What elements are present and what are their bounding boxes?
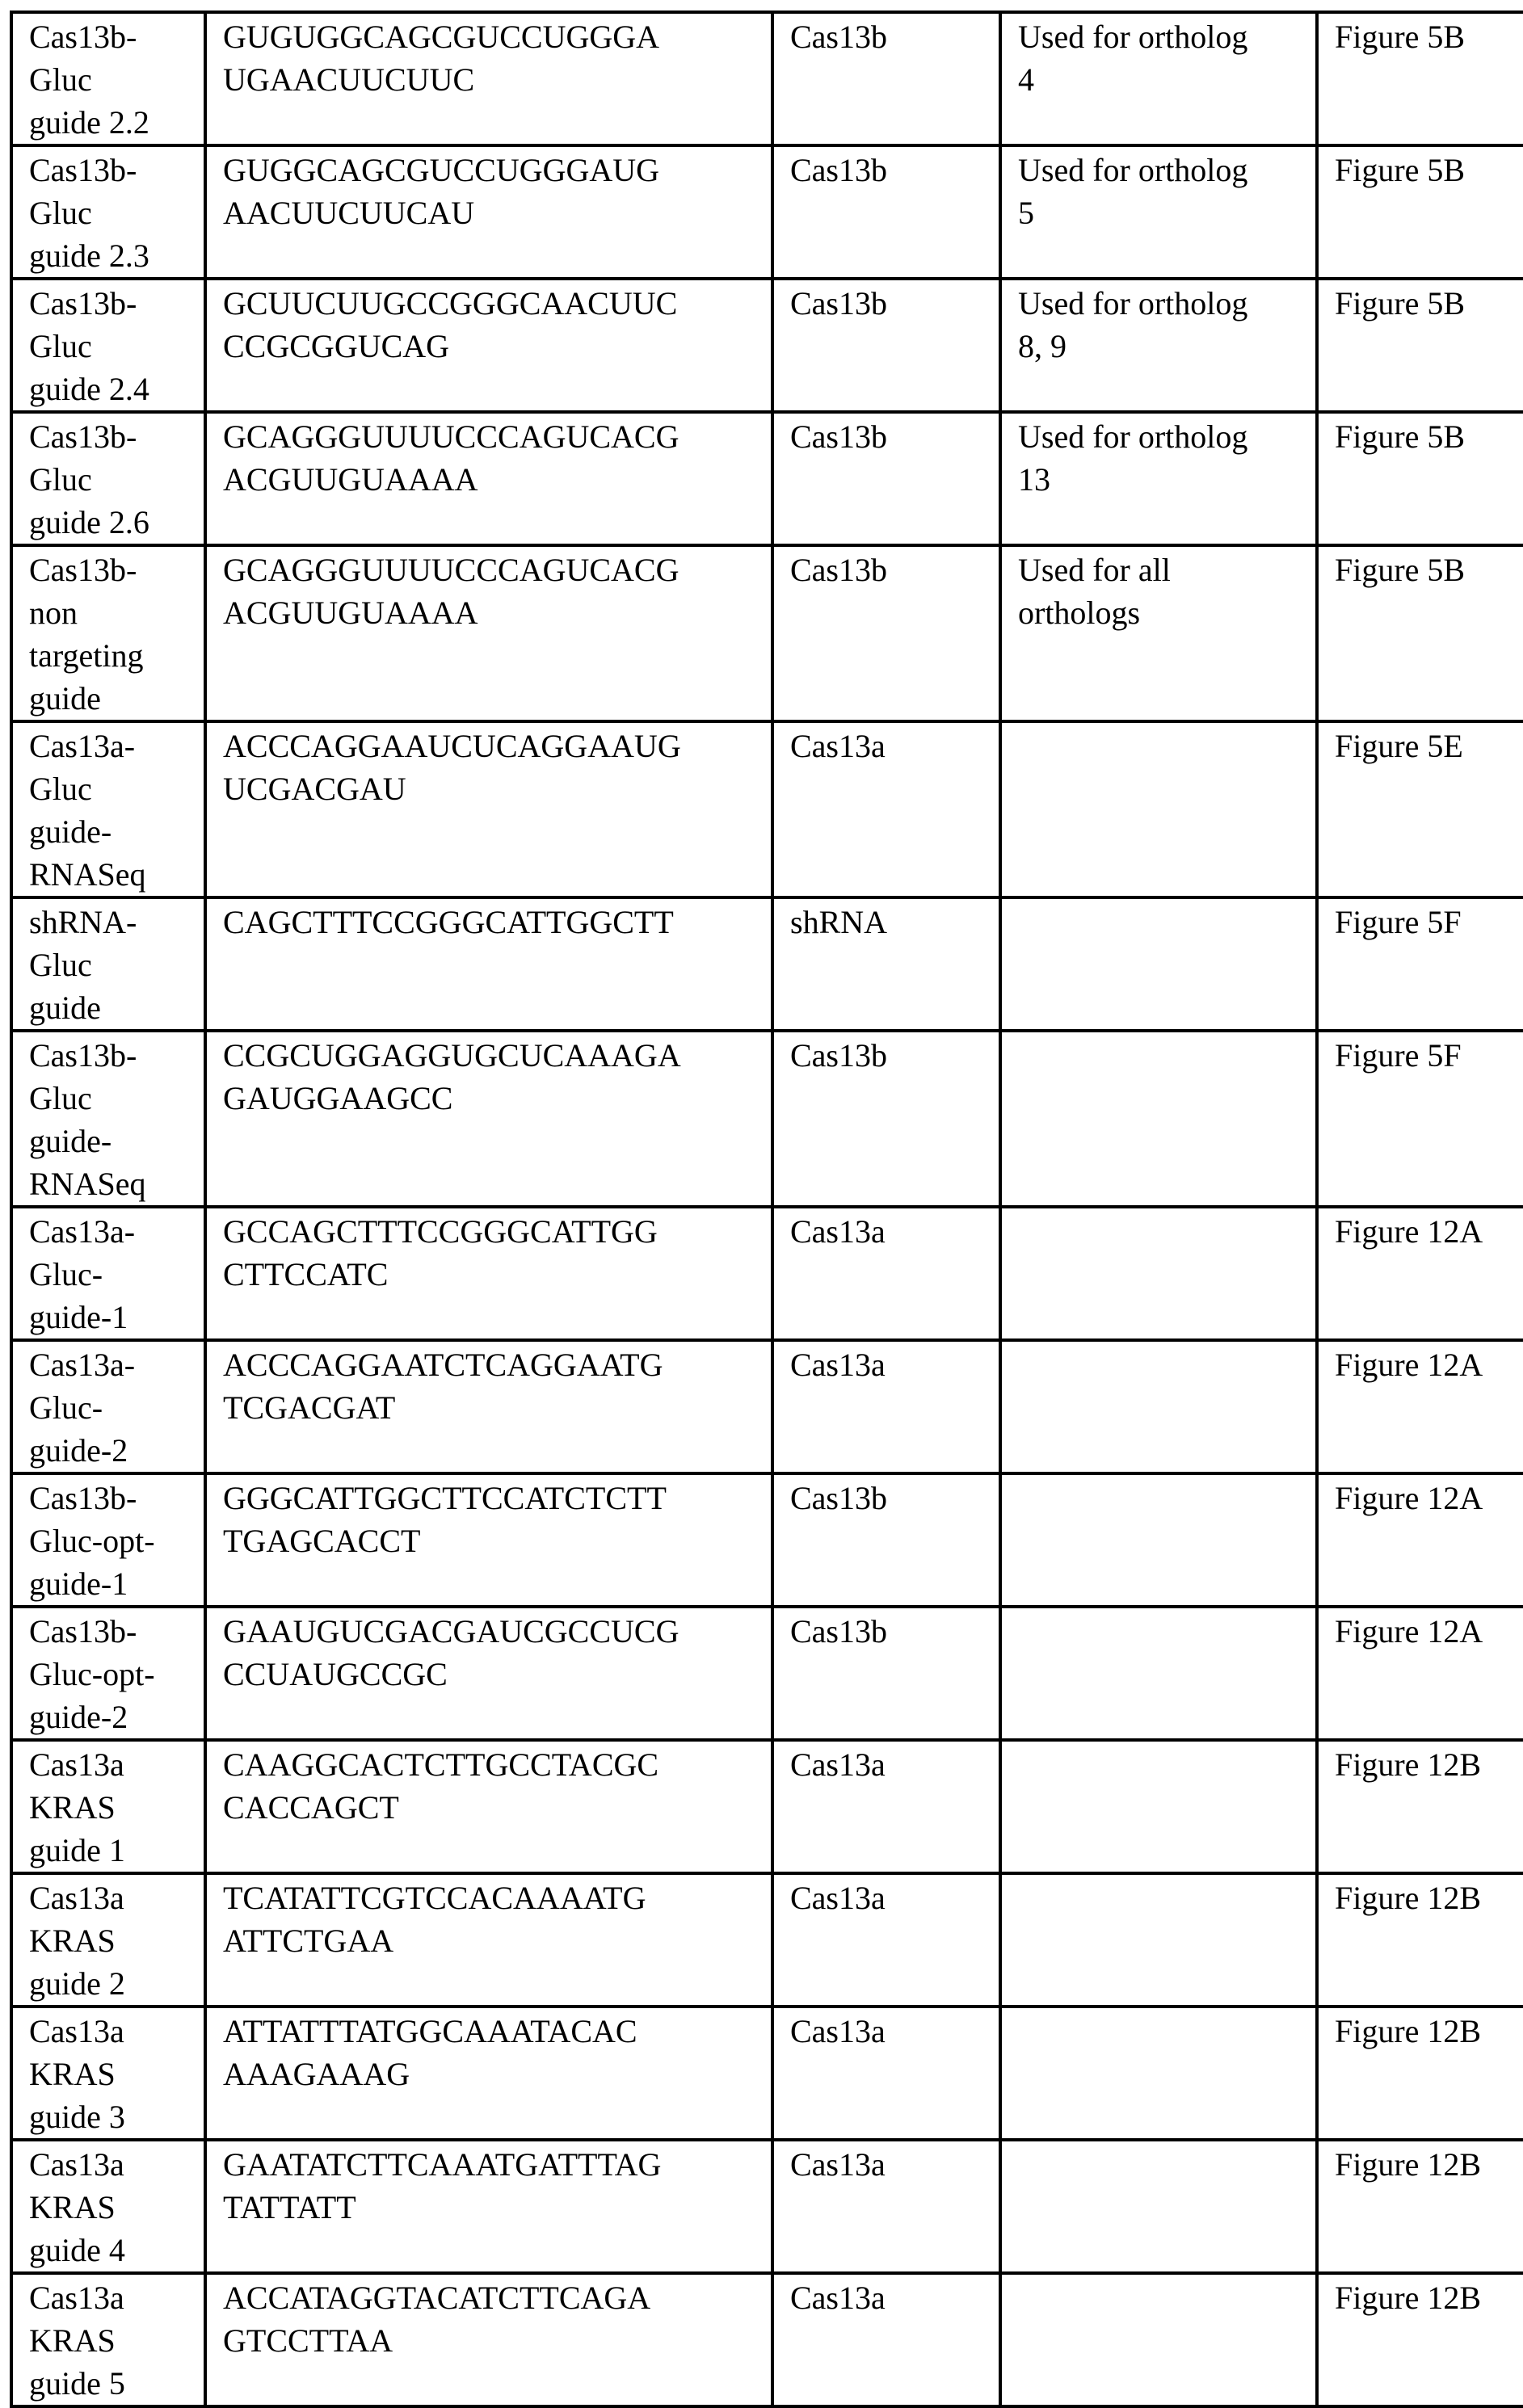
note-cell: [1000, 12, 1317, 145]
guide-sequence: GCUUCUUGCCGGGCAACUUC CCGCGGUCAG: [223, 285, 678, 364]
table-row: [11, 1873, 1523, 2007]
guide-name-cell: [11, 545, 205, 721]
table-row: [11, 279, 1523, 412]
enzyme-cell: [772, 12, 1000, 145]
figure-cell: [1317, 1340, 1523, 1473]
guide-name: Cas13b- Gluc guide 2.3: [29, 152, 149, 274]
figure-reference: Figure 12B: [1335, 2146, 1482, 2183]
table-row: [11, 12, 1523, 145]
guide-sequence: CAGCTTTCCGGGCATTGGCTT: [223, 904, 674, 940]
figure-reference: Figure 12A: [1335, 1347, 1483, 1383]
enzyme-type: Cas13a: [790, 728, 886, 764]
table-row: [11, 1031, 1523, 1207]
note-cell: [1000, 1473, 1317, 1607]
enzyme-type: Cas13a: [790, 2280, 886, 2316]
usage-note: Used for ortholog 4: [1018, 19, 1248, 98]
sequence-cell: [205, 279, 772, 412]
guide-name: Cas13a KRAS guide 5: [29, 2280, 125, 2402]
guide-name-cell: [11, 721, 205, 897]
enzyme-type: Cas13b: [790, 1480, 887, 1516]
note-cell: [1000, 721, 1317, 897]
table-row: [11, 897, 1523, 1031]
guide-sequence: GCCAGCTTTCCGGGCATTGG CTTCCATC: [223, 1213, 658, 1292]
table-row: [11, 1607, 1523, 1740]
table-row: [11, 145, 1523, 279]
guide-name-cell: [11, 12, 205, 145]
guide-name: Cas13a KRAS guide 4: [29, 2146, 125, 2268]
guide-sequence: GCAGGGUUUUCCCAGUCACG ACGUUGUAAAA: [223, 418, 679, 498]
sequence-cell: [205, 2140, 772, 2273]
guide-name-cell: [11, 2007, 205, 2140]
table-row: [11, 2273, 1523, 2406]
guide-name: Cas13b- Gluc guide 2.2: [29, 19, 149, 141]
enzyme-cell: [772, 1031, 1000, 1207]
figure-reference: Figure 5B: [1335, 19, 1466, 55]
enzyme-cell: [772, 2140, 1000, 2273]
figure-cell: [1317, 412, 1523, 545]
guide-name: Cas13a- Gluc guide- RNASeq: [29, 728, 146, 893]
table-row: [11, 1740, 1523, 1873]
guide-sequence: ATTATTTATGGCAAATACAC AAAGAAAG: [223, 2013, 637, 2092]
note-cell: [1000, 1740, 1317, 1873]
guide-name: Cas13a KRAS guide 2: [29, 1880, 125, 2002]
figure-reference: Figure 12B: [1335, 2013, 1482, 2049]
table-body: [11, 12, 1523, 2406]
figure-cell: [1317, 1873, 1523, 2007]
figure-reference: Figure 5B: [1335, 285, 1466, 321]
usage-note: Used for ortholog 5: [1018, 152, 1248, 231]
guide-sequence: GCAGGGUUUUCCCAGUCACG ACGUUGUAAAA: [223, 552, 679, 631]
guide-sequence: ACCCAGGAAUCUCAGGAAUG UCGACGAU: [223, 728, 681, 807]
figure-cell: [1317, 1207, 1523, 1340]
guide-name-cell: [11, 2140, 205, 2273]
sequence-cell: [205, 721, 772, 897]
figure-reference: Figure 5E: [1335, 728, 1463, 764]
enzyme-type: Cas13b: [790, 552, 887, 588]
guide-name-cell: [11, 1740, 205, 1873]
guide-sequence: GAATATCTTCAAATGATTTAG TATTATT: [223, 2146, 662, 2225]
usage-note: Used for ortholog 8, 9: [1018, 285, 1248, 364]
note-cell: [1000, 2007, 1317, 2140]
usage-note: Used for all orthologs: [1018, 552, 1171, 631]
table-row: [11, 2007, 1523, 2140]
guide-name: Cas13a- Gluc- guide-1: [29, 1213, 136, 1335]
guide-name-cell: [11, 412, 205, 545]
figure-reference: Figure 12A: [1335, 1213, 1483, 1250]
guide-name-cell: [11, 1340, 205, 1473]
note-cell: [1000, 1873, 1317, 2007]
guide-sequence: ACCATAGGTACATCTTCAGA GTCCTTAA: [223, 2280, 651, 2359]
sequence-cell: [205, 1340, 772, 1473]
guide-name: Cas13b- Gluc guide- RNASeq: [29, 1037, 146, 1202]
guide-sequence: GUGUGGCAGCGUCCUGGGA UGAACUUCUUC: [223, 19, 660, 98]
note-cell: [1000, 545, 1317, 721]
figure-cell: [1317, 145, 1523, 279]
usage-note: Used for ortholog 13: [1018, 418, 1248, 498]
sequence-cell: [205, 1607, 772, 1740]
note-cell: [1000, 145, 1317, 279]
guide-name-cell: [11, 1031, 205, 1207]
table-row: [11, 1207, 1523, 1340]
enzyme-cell: [772, 1340, 1000, 1473]
sequence-cell: [205, 12, 772, 145]
note-cell: [1000, 412, 1317, 545]
enzyme-cell: [772, 145, 1000, 279]
guide-sequence: CCGCUGGAGGUGCUCAAAGA GAUGGAAGCC: [223, 1037, 681, 1116]
sequence-cell: [205, 412, 772, 545]
sequence-cell: [205, 1740, 772, 1873]
guide-name-cell: [11, 1207, 205, 1340]
enzyme-type: Cas13b: [790, 1037, 887, 1074]
note-cell: [1000, 1031, 1317, 1207]
guide-sequence: GGGCATTGGCTTCCATCTCTT TGAGCACCT: [223, 1480, 667, 1559]
guide-sequence: ACCCAGGAATCTCAGGAATG TCGACGAT: [223, 1347, 663, 1426]
guide-name-cell: [11, 897, 205, 1031]
sequence-cell: [205, 545, 772, 721]
sequence-cell: [205, 1207, 772, 1340]
enzyme-type: Cas13b: [790, 152, 887, 188]
note-cell: [1000, 1207, 1317, 1340]
guide-name: Cas13b- Gluc guide 2.4: [29, 285, 149, 407]
figure-reference: Figure 12B: [1335, 1746, 1482, 1783]
figure-cell: [1317, 1031, 1523, 1207]
enzyme-cell: [772, 1873, 1000, 2007]
sequence-cell: [205, 1873, 772, 2007]
guide-name-cell: [11, 1607, 205, 1740]
note-cell: [1000, 1340, 1317, 1473]
enzyme-cell: [772, 545, 1000, 721]
note-cell: [1000, 897, 1317, 1031]
enzyme-cell: [772, 2007, 1000, 2140]
figure-cell: [1317, 1740, 1523, 1873]
enzyme-cell: [772, 1740, 1000, 1873]
table-row: [11, 1473, 1523, 1607]
sequence-cell: [205, 2273, 772, 2406]
guide-name-cell: [11, 279, 205, 412]
figure-reference: Figure 12A: [1335, 1480, 1483, 1516]
guide-name-cell: [11, 145, 205, 279]
note-cell: [1000, 279, 1317, 412]
figure-cell: [1317, 279, 1523, 412]
sequence-cell: [205, 1473, 772, 1607]
figure-cell: [1317, 1473, 1523, 1607]
table-row: [11, 1340, 1523, 1473]
guide-name: Cas13b- non targeting guide: [29, 552, 144, 717]
figure-reference: Figure 5F: [1335, 1037, 1462, 1074]
guide-name: Cas13a KRAS guide 1: [29, 1746, 125, 1868]
enzyme-cell: [772, 279, 1000, 412]
figure-reference: Figure 5B: [1335, 552, 1466, 588]
sequence-cell: [205, 145, 772, 279]
enzyme-type: Cas13a: [790, 2146, 886, 2183]
enzyme-type: shRNA: [790, 904, 888, 940]
enzyme-cell: [772, 721, 1000, 897]
enzyme-cell: [772, 1607, 1000, 1740]
enzyme-type: Cas13a: [790, 1880, 886, 1916]
enzyme-cell: [772, 897, 1000, 1031]
enzyme-type: Cas13b: [790, 19, 887, 55]
enzyme-type: Cas13b: [790, 285, 887, 321]
guide-name: shRNA- Gluc guide: [29, 904, 137, 1026]
figure-cell: [1317, 2007, 1523, 2140]
enzyme-type: Cas13a: [790, 1213, 886, 1250]
enzyme-type: Cas13b: [790, 1613, 887, 1649]
note-cell: [1000, 1607, 1317, 1740]
figure-reference: Figure 12A: [1335, 1613, 1483, 1649]
sequence-cell: [205, 1031, 772, 1207]
sequence-cell: [205, 897, 772, 1031]
figure-reference: Figure 5F: [1335, 904, 1462, 940]
guide-sequence-table: [10, 11, 1523, 2408]
enzyme-cell: [772, 412, 1000, 545]
guide-name-cell: [11, 2273, 205, 2406]
guide-sequence: GAAUGUCGACGAUCGCCUCG CCUAUGCCGC: [223, 1613, 679, 1692]
guide-sequence: GUGGCAGCGUCCUGGGAUG AACUUCUUCAU: [223, 152, 660, 231]
figure-reference: Figure 5B: [1335, 152, 1466, 188]
guide-name-cell: [11, 1473, 205, 1607]
figure-cell: [1317, 545, 1523, 721]
enzyme-type: Cas13b: [790, 418, 887, 455]
figure-cell: [1317, 721, 1523, 897]
note-cell: [1000, 2140, 1317, 2273]
table-row: [11, 412, 1523, 545]
enzyme-type: Cas13a: [790, 1746, 886, 1783]
figure-reference: Figure 12B: [1335, 1880, 1482, 1916]
figure-cell: [1317, 2140, 1523, 2273]
figure-cell: [1317, 897, 1523, 1031]
table-row: [11, 545, 1523, 721]
table-row: [11, 2140, 1523, 2273]
figure-cell: [1317, 2273, 1523, 2406]
enzyme-type: Cas13a: [790, 2013, 886, 2049]
figure-reference: Figure 5B: [1335, 418, 1466, 455]
guide-name: Cas13b- Gluc-opt- guide-2: [29, 1613, 155, 1735]
guide-name: Cas13b- Gluc guide 2.6: [29, 418, 149, 540]
figure-reference: Figure 12B: [1335, 2280, 1482, 2316]
enzyme-cell: [772, 1207, 1000, 1340]
table-row: [11, 721, 1523, 897]
enzyme-type: Cas13a: [790, 1347, 886, 1383]
enzyme-cell: [772, 2273, 1000, 2406]
guide-name-cell: [11, 1873, 205, 2007]
enzyme-cell: [772, 1473, 1000, 1607]
guide-sequence: TCATATTCGTCCACAAAATG ATTCTGAA: [223, 1880, 646, 1959]
figure-cell: [1317, 1607, 1523, 1740]
figure-cell: [1317, 12, 1523, 145]
guide-name: Cas13a KRAS guide 3: [29, 2013, 125, 2135]
guide-sequence: CAAGGCACTCTTGCCTACGC CACCAGCT: [223, 1746, 659, 1826]
sequence-cell: [205, 2007, 772, 2140]
guide-name: Cas13a- Gluc- guide-2: [29, 1347, 136, 1469]
note-cell: [1000, 2273, 1317, 2406]
guide-name: Cas13b- Gluc-opt- guide-1: [29, 1480, 155, 1602]
